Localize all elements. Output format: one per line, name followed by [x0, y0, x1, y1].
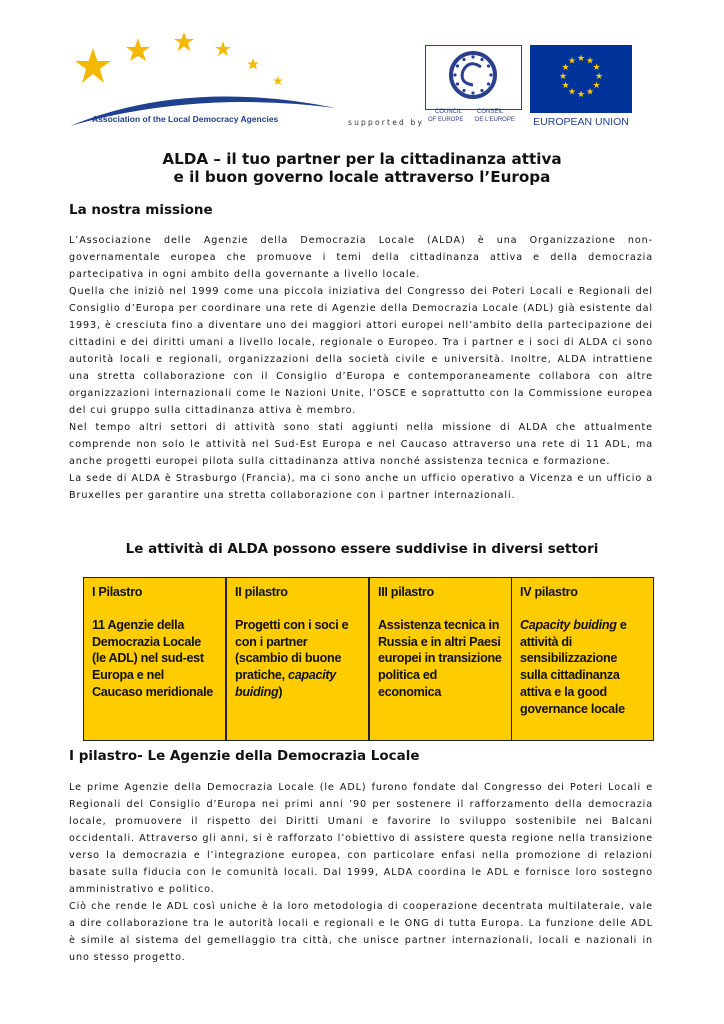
svg-text:★: ★	[594, 72, 604, 82]
pillar-box-2	[226, 577, 369, 741]
pillar-box-1	[83, 577, 226, 741]
svg-text:★: ★	[567, 56, 577, 67]
coe-label-en-1: COUNCIL	[435, 109, 463, 115]
european-union-flag	[530, 45, 632, 127]
star-icon	[174, 32, 194, 51]
pillar-box-4	[511, 577, 654, 741]
pillar-body	[520, 617, 645, 718]
pillar1-paragraph-1: Le prime Agenzie della Democrazia Locale (le ADL) furono fondate dal Congresso dei Poteri Locali e Regionali del Consiglio d’Europa nei primi anni ’90 per sostenere il rafforzamento della democrazia locale, promuovere il rispetto dei Diritti Umani e favorire lo sviluppo sostenibile nei Balcani occidentali. Attraverso gli anni, si è rafforzato l’obiettivo di assistere questa regione nella transizione verso la democrazia e l’integrazione europea, con particolare enfasi nella promozione di relazioni basate sulla fiducia con le comunità locali. Dal 1999, ALDA coordina le ADL e fornisce loro sostegno amministrativo e politico.	[69, 782, 653, 895]
svg-text:★: ★	[567, 87, 577, 98]
pillar-body	[235, 617, 360, 701]
pillar-body: 11 Agenzie della Democrazia Locale (le ADL) nel sud-est Europa e nel Caucaso meridionale	[92, 617, 213, 699]
mission-paragraph-2: Quella che iniziò nel 1999 come una piccola iniziativa del Congresso dei Poteri Locali e Regionali del Consiglio d’Europa per coordinare una rete di Agenzie della Democrazia Locale (ADL) già esistente dal 1993, è cresciuta fino a diventare uno dei maggiori attori europei nell’ambito della partecipazione dei cittadini e dei diritti umani a livello locale, regionale o Europeo. Tra i partner e i soci di ALDA ci sono autorità locali e regionali, organizzazioni della società civile e università. Inoltre, ALDA intrattiene una stretta collaborazione con il Consiglio d’Europa e contemporaneamente collabora con altre organizzazioni internazionali come le Nazioni Unite, l’OSCE e soprattutto con la Commissione europea del cui gruppo sulla cittadinanza attiva è membro.	[69, 286, 653, 416]
mission-text	[0, 232, 724, 504]
title-line-2: e il buon governo locale attraverso l’Europa	[173, 168, 551, 186]
coe-label-en-2: OF EUROPE	[428, 117, 464, 123]
council-of-europe-logo	[425, 45, 522, 127]
pillar-body-text: Progetti con i soci e con i partner (scambio di buone pratiche,	[235, 617, 349, 683]
svg-text:★: ★	[561, 81, 570, 91]
alda-name: Association of the Local Democracy Agencies	[92, 114, 279, 124]
star-icon	[247, 58, 259, 70]
svg-text:★: ★	[585, 56, 595, 67]
svg-text:★: ★	[576, 90, 586, 100]
mission-paragraph-4: La sede di ALDA è Strasburgo (Francia), ma ci sono anche un ufficio operativo a Vicenza e un ufficio a Bruxelles per garantire una stretta collaborazione con i partner internazionali.	[69, 473, 653, 501]
pillar-title: IV pilastro	[520, 585, 578, 599]
pillar-body-text: )	[278, 684, 283, 699]
title-line-1: ALDA – il tuo partner per la cittadinanza attiva	[162, 150, 562, 168]
star-icon	[126, 38, 150, 61]
star-icon	[75, 48, 111, 83]
star-icon	[273, 76, 283, 85]
pillar-title: II pilastro	[235, 585, 288, 599]
mission-paragraph-1: L’Associazione delle Agenzie della Democrazia Locale (ALDA) è una Organizzazione non-governamentale europea che promuove i temi della cittadinanza attiva e della democrazia partecipativa in ogni ambito della governante a livello locale.	[69, 235, 653, 280]
svg-text:★: ★	[576, 54, 586, 64]
svg-text:★: ★	[558, 72, 568, 82]
pillar-body-italic: capacity buiding	[235, 668, 337, 699]
pillar-box-3	[369, 577, 512, 741]
pillar1-paragraph-2: Ciò che rende le ADL così uniche è la loro metodologia di cooperazione decentrata multilaterale, vale a dire collaborazione tra le autorità locali e regionali e le ONG di tutta Europa. La funzione delle ADL è simile al sistema del gemellaggio tra città, che unisce partner internazionali, locali e nazionali in uno stesso progetto.	[69, 901, 653, 963]
mission-heading: La nostra missione	[69, 202, 213, 218]
svg-text:★: ★	[592, 81, 601, 91]
svg-text:★: ★	[585, 87, 595, 98]
pillar-title: III pilastro	[378, 585, 434, 599]
pillar-body: Assistenza tecnica in Russia e in altri Paesi europei in transizione politica ed economica	[378, 617, 502, 699]
svg-text:★: ★	[561, 63, 570, 73]
pillar1-heading: I pilastro- Le Agenzie della Democrazia Locale	[69, 748, 420, 764]
supported-by-label: supported by	[348, 118, 425, 127]
activities-heading: Le attività di ALDA possono essere suddivise in diversi settori	[125, 541, 599, 557]
star-icon	[215, 41, 231, 56]
pillar-title: I Pilastro	[92, 585, 143, 599]
mission-paragraph-3: Nel tempo altri settori di attività sono stati aggiunti nella missione di ALDA che attualmente comprende non solo le attività nel Sud-Est Europa e nel Caucaso attraverso una rete di 11 ADL, ma anche progetti europei pilota sulla cittadinanza attiva nonché assistenza tecnica e formazione.	[69, 422, 653, 467]
coe-label-fr-2: DE L'EUROPE	[475, 117, 515, 123]
pillar-body-italic: Capacity buiding	[520, 617, 617, 632]
pillar-body-text: e attività di sensibilizzazione sulla cittadinanza attiva e la good governance locale	[520, 617, 627, 716]
pillar1-text	[0, 779, 724, 966]
eu-label: EUROPEAN UNION	[533, 116, 629, 128]
svg-text:★: ★	[592, 63, 601, 73]
coe-label-fr-1: CONSEIL	[477, 109, 504, 115]
